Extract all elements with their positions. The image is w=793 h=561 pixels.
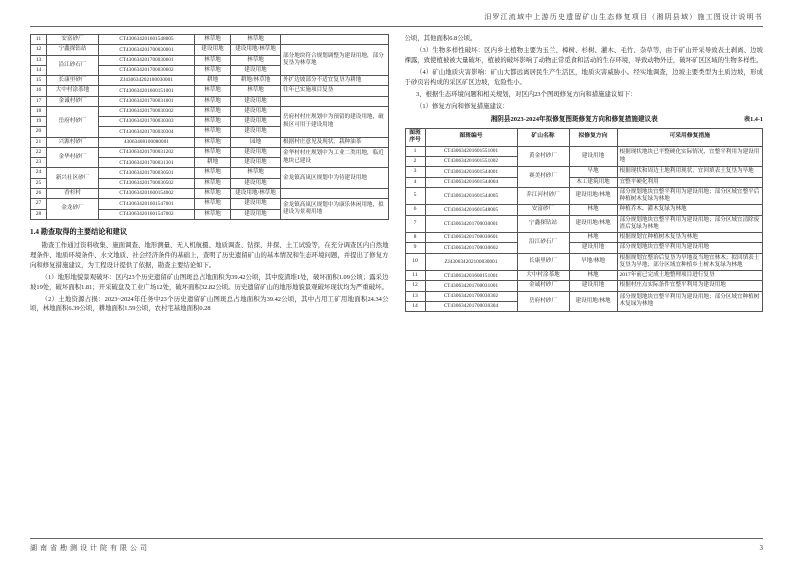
table-cell: 建设用地 bbox=[231, 65, 281, 75]
table-cell: 长康里砂厂 bbox=[517, 253, 569, 271]
table-row bbox=[405, 146, 763, 156]
table-row bbox=[31, 188, 389, 198]
table-cell: 园地 bbox=[231, 137, 281, 147]
footer-company-name: 湖南省勘测设计院有限公司 bbox=[30, 544, 150, 552]
table-cell: 18 bbox=[31, 106, 47, 116]
table-cell bbox=[281, 35, 389, 45]
table-cell: 金华村村庄规划中为工业二类用地，临近地块已建设 bbox=[281, 147, 389, 168]
table-cell: 林地 bbox=[569, 205, 617, 215]
table-cell: 4 bbox=[405, 177, 425, 187]
table-cell: CT430634201700030304 bbox=[99, 127, 195, 137]
table-cell: 建设用地 bbox=[569, 146, 617, 167]
table-cell: 12 bbox=[405, 281, 425, 291]
table-cell: 黄金村砂厂 bbox=[517, 146, 569, 167]
table-cell: 部分规划地块宜整平利用为建设用地；部分区域宜整平后种植树木复绿为林地 bbox=[617, 187, 763, 205]
paragraph: （3）生物多样性破坏：区内乡土植物主要为玉兰、樟树、杉树、灌木、毛竹、杂草等，由于矿山开采导致表土剥离、边坡裸露，致使植被被大量破坏，植被的破坏影响了动物正常觅食和活动的生存环境，导致动物外迁，破坏矿区区域的生物多样性。 bbox=[404, 46, 763, 64]
table-row bbox=[31, 106, 389, 116]
table-row bbox=[405, 291, 763, 301]
table-cell: 林草地 bbox=[195, 147, 231, 157]
table-cell: 9 bbox=[405, 243, 425, 253]
table-cell: CT430634201700030601 bbox=[425, 233, 517, 243]
section-heading: 1.4 勘查取得的主要结论和建议 bbox=[30, 227, 128, 236]
footer-page-number: 3 bbox=[759, 544, 763, 552]
table-cell: CT430634201601544004 bbox=[425, 177, 517, 187]
column-header: 拟修复方向 bbox=[569, 128, 617, 146]
paragraph: 3、根据生态环境问题和相关规划，对区内23个图斑修复方向和措施建议如下： bbox=[416, 90, 637, 98]
table-cell: 建设用地 bbox=[569, 243, 617, 253]
table-cell: 建设用地/林地 bbox=[569, 187, 617, 205]
table-cell: 22 bbox=[31, 147, 47, 157]
table-cell: CT430634201700031001 bbox=[425, 281, 517, 291]
table-cell: 宜整平硬化利用 bbox=[617, 177, 763, 187]
table-cell: 28 bbox=[31, 209, 47, 219]
table-cell: 建设用地 bbox=[231, 209, 281, 219]
table-row bbox=[405, 205, 763, 215]
table-cell: CT430634201601548005 bbox=[99, 35, 195, 45]
table-cell: 安富砂厂 bbox=[47, 35, 99, 45]
table-cell: 17 bbox=[31, 96, 47, 106]
table-cell: 建设用地 bbox=[231, 158, 281, 168]
table-cell: CT430634201601551001 bbox=[425, 146, 517, 156]
table-cell: 1 bbox=[405, 146, 425, 156]
table-cell: 林草地 bbox=[195, 209, 231, 219]
table-cell: 林草地 bbox=[195, 199, 231, 209]
table-cell: 大中村涂茶地 bbox=[47, 86, 99, 96]
table-cell: CT430634201601547002 bbox=[99, 209, 195, 219]
table-row bbox=[31, 45, 389, 55]
table-cell: 3 bbox=[405, 167, 425, 177]
table-cell: 19 bbox=[31, 117, 47, 127]
table-caption-title: 湘阴县2023-2024年拟修复图斑修复方向和修复措施建议表 bbox=[490, 116, 658, 124]
table-cell: 林草地 bbox=[231, 35, 281, 45]
table-cell: 林草地 bbox=[195, 65, 231, 75]
table-cell: 根据现状地块已平整硬化实际情况，宜整平利用为建设用地 bbox=[617, 146, 763, 167]
table-cell: 金龙砂厂 bbox=[47, 199, 99, 220]
table-cell: 金诚村砂厂 bbox=[517, 281, 569, 291]
table-cell: 林草地 bbox=[195, 137, 231, 147]
table-cell: 金龙镇高岚区规划中为康乐休闲用地，拟建设为景观用地 bbox=[281, 199, 389, 220]
table-cell: CT430634201700030304 bbox=[425, 301, 517, 311]
table-row bbox=[405, 281, 763, 291]
column-header: 图斑编号 bbox=[425, 128, 517, 146]
column-header: 矿山名称 bbox=[517, 128, 569, 146]
table-row bbox=[405, 253, 763, 271]
table-cell: 乔江河村砂厂 bbox=[517, 187, 569, 205]
table-cell: 林地 bbox=[569, 233, 617, 243]
table-cell: CT430634201700031001 bbox=[99, 96, 195, 106]
table-cell: 建设用地 bbox=[231, 127, 281, 137]
table-cell: CT430634201700030602 bbox=[99, 65, 195, 75]
table-cell: 金华村砂厂 bbox=[47, 147, 99, 168]
table-cell: 岳府村砂厂 bbox=[47, 106, 99, 137]
table-cell: 部分地块符合规划调整为建设用地，部分复垦为林草地 bbox=[281, 45, 389, 76]
table-cell: 根据村庄意见及现状，栽种油茶 bbox=[281, 137, 389, 147]
table-cell: CT430634201601544005 bbox=[425, 187, 517, 205]
table-cell: CT430634201601548005 bbox=[425, 205, 517, 215]
table-cell: 宁鑫探钻站 bbox=[47, 45, 99, 55]
table-cell: CT430634201600151001 bbox=[425, 271, 517, 281]
table-row bbox=[31, 35, 389, 45]
table-cell: CT430634201700031301 bbox=[99, 158, 195, 168]
table-cell: CT430634201700030302 bbox=[425, 291, 517, 301]
table-cell: 15 bbox=[31, 76, 47, 86]
paragraph: 勘查工作通过资料收集、施面调查、地形测量、无人机航摄、地质调查、钻探、井探、土工试验等，在充分调查区内自然地理条件、地质环境条件、水文地质、社会经济条件的基础上，查明了历史遗留矿山的基本情况和生态环境问题，并提出了修复方向和修复措施建议，为工程设计提供了依据，勘查主要结论如下。 bbox=[30, 241, 389, 269]
table-cell: 建设用地/林草地 bbox=[231, 188, 281, 198]
table-cell: 根据现状和周边土地利用现状，宜回填表土复垦为旱地 bbox=[617, 167, 763, 177]
table-row bbox=[31, 168, 389, 178]
table-cell: CT430634201700030502 bbox=[99, 178, 195, 188]
table-cell: 16 bbox=[31, 86, 47, 96]
paragraph: （4）矿山地质灾害影响：矿山大都远离居民生产生活区，地质灾害威胁小。经实地调查，边坡主要类型为土质边坡，形成于砂页岩构成的采区矿区边坡，危险性小。 bbox=[404, 68, 763, 86]
table-cell: CT430634201700030501 bbox=[99, 168, 195, 178]
table-cell: CT430634201700030001 bbox=[425, 215, 517, 233]
table-cell: 林草地 bbox=[195, 55, 231, 65]
table-cell: 7 bbox=[405, 215, 425, 233]
table-cell: 根据村庄点实际条件宜整平利用为建设用地 bbox=[617, 281, 763, 291]
table-cell: 建设用地 bbox=[569, 281, 617, 291]
table-cell: CT430634201601544001 bbox=[425, 167, 517, 177]
paragraph: 公顷，其他面积6.8公顷。 bbox=[404, 35, 477, 42]
doc-footer bbox=[30, 538, 763, 553]
table-cell: 25 bbox=[31, 178, 47, 188]
table-row bbox=[405, 233, 763, 243]
table-cell: 林草地 bbox=[195, 127, 231, 137]
table-cell: 兴源村砂厂 bbox=[47, 137, 99, 147]
table-cell: 种植乔木、灌木复绿为林地 bbox=[617, 205, 763, 215]
table-row bbox=[31, 96, 389, 106]
table-cell: 林草地 bbox=[195, 86, 231, 96]
table-cell: 林草地 bbox=[195, 188, 231, 198]
table-cell: CT430634201700031202 bbox=[99, 147, 195, 157]
table-cell: 岳府村村庄规划中为预留的建设用地，破损区可用于建设用地 bbox=[281, 106, 389, 137]
table-cell: 林草地 bbox=[195, 96, 231, 106]
table-cell: 部分规划地块宜整平利用为建设用地；部分区域宜清除废渣后复绿为林地 bbox=[617, 215, 763, 233]
table-cell: 林草地 bbox=[195, 117, 231, 127]
table-cell: CT430634201700030303 bbox=[99, 117, 195, 127]
table-cell: 根据规划宜整治后复垦为旱地及当地宜林木；拟回填表土复垦为旱地；部分区域宜种植乡土树木复绿为林地 bbox=[617, 253, 763, 271]
table-row bbox=[405, 187, 763, 205]
table-cell: 林地 bbox=[569, 271, 617, 281]
table-cell: 耕地 bbox=[195, 76, 231, 86]
paragraph: （1）地形地貌景观破坏：区内23个历史遗留矿山图斑总占地面积为39.42公顷，其中废渣堆1处，破坏面积1.09公顷；露采边坡19处，破坏面积1.81；开采破盘及工业广场12处，破坏面积32.82公顷。历史遗留矿山的地形地貌景观破坏现状均为严重破坏。 bbox=[30, 273, 389, 291]
table-row bbox=[31, 199, 389, 209]
table-cell: 11 bbox=[31, 35, 47, 45]
table-cell: 沿江砂石厂 bbox=[47, 55, 99, 76]
table-row bbox=[31, 137, 389, 147]
table-cell: 外扩边坡部分不适宜复垦为耕地 bbox=[281, 76, 389, 86]
paragraph: （2）土地资源占损：2023~2024年任务中23个历史遗留矿山图斑总占地面积为39.42公顷，其中占用工矿用地面积24.34公顷，林地面积6.39公顷，耕地面积1.59公顷，农村宅基地面积0.28 bbox=[30, 295, 389, 313]
table-cell: 赛美村砂厂 bbox=[517, 167, 569, 188]
table-cell bbox=[281, 96, 389, 106]
table-cell: 43063408100080001 bbox=[99, 137, 195, 147]
table-row bbox=[31, 86, 389, 96]
table-row bbox=[405, 271, 763, 281]
table-cell: 岳府村砂厂 bbox=[517, 291, 569, 312]
table-cell: 长康里砂厂 bbox=[47, 76, 99, 86]
table-cell: 10 bbox=[405, 253, 425, 271]
table-cell: 建设用地/林地 bbox=[569, 291, 617, 312]
table-cell: 27 bbox=[31, 199, 47, 209]
table-cell: 26 bbox=[31, 188, 47, 198]
table-cell: 木工建筑用地 bbox=[569, 177, 617, 187]
table-header-row bbox=[405, 128, 763, 146]
table-cell: CT430634201601551002 bbox=[425, 157, 517, 167]
table-cell: 往年已实施项目复垦 bbox=[281, 86, 389, 96]
table-cell: CT430634201700030302 bbox=[99, 106, 195, 116]
table-cell: ZJ430634202100030001 bbox=[425, 253, 517, 271]
table-cell: 6 bbox=[405, 205, 425, 215]
table-cell: CT430634201600151001 bbox=[99, 86, 195, 96]
table-cell: 21 bbox=[31, 137, 47, 147]
table-cell: 建设用地 bbox=[231, 106, 281, 116]
table-row bbox=[31, 76, 389, 86]
table-cell: 耕地 bbox=[195, 158, 231, 168]
table-cell: 林草地 bbox=[231, 86, 281, 96]
right-column bbox=[405, 34, 764, 512]
table-cell: 8 bbox=[405, 233, 425, 243]
doc-header-title: 汨罗江流域中上游历史遗留矿山生态修复项目（湘阴县域）施工图设计说明书 bbox=[30, 12, 763, 27]
table-row bbox=[405, 167, 763, 177]
table-cell: 建设用地/林地 bbox=[569, 215, 617, 233]
column-header: 可采用修复措施 bbox=[617, 128, 763, 146]
table-cell: 林草地 bbox=[231, 168, 281, 178]
table-caption-tag: 表1.4-1 bbox=[743, 116, 763, 124]
table-cell: 12 bbox=[31, 45, 47, 55]
table-cell: 林草地 bbox=[195, 178, 231, 188]
table-row bbox=[405, 243, 763, 253]
table-cell: 13 bbox=[405, 291, 425, 301]
table-cell: 建设用地/林草地 bbox=[231, 45, 281, 55]
table-cell: 建设用地 bbox=[195, 45, 231, 55]
table-cell: 旱地 bbox=[569, 167, 617, 177]
table-caption bbox=[405, 115, 764, 125]
table-cell: 建设用地 bbox=[231, 199, 281, 209]
table-cell: 林草地 bbox=[195, 168, 231, 178]
table-cell: CT430634201700030602 bbox=[425, 243, 517, 253]
table-cell: 建设用地 bbox=[231, 147, 281, 157]
table-cell: 2 bbox=[405, 157, 425, 167]
table-cell: 林草地 bbox=[195, 35, 231, 45]
table-cell: 建设用地 bbox=[231, 178, 281, 188]
table-cell: 23 bbox=[31, 158, 47, 168]
column-header: 图斑序号 bbox=[405, 128, 425, 146]
table-cell: CT430634201601547001 bbox=[99, 199, 195, 209]
table-cell: 香杉村 bbox=[47, 188, 99, 198]
table-row bbox=[31, 147, 389, 157]
table-cell: 林草地 bbox=[195, 106, 231, 116]
table-cell: 24 bbox=[31, 168, 47, 178]
table-cell: 13 bbox=[31, 55, 47, 65]
mine-plot-continuation-table bbox=[30, 34, 389, 220]
table-cell: 20 bbox=[31, 127, 47, 137]
table-row bbox=[405, 177, 763, 187]
left-column bbox=[30, 34, 389, 512]
table-row bbox=[405, 215, 763, 233]
table-cell: 旱地/林地 bbox=[569, 253, 617, 271]
table-cell: 根据规划宜种植树木复垦为林地 bbox=[617, 233, 763, 243]
table-cell: 林草地 bbox=[231, 55, 281, 65]
table-cell: 11 bbox=[405, 271, 425, 281]
table-cell: 部分规划地块宜整平利用为建设用地 bbox=[617, 243, 763, 253]
table-cell: 金龙镇高岚区规划中为待建设用地 bbox=[281, 168, 389, 189]
table-cell: 安富砂厂 bbox=[517, 205, 569, 215]
table-cell: 宁鑫探钻站 bbox=[517, 215, 569, 233]
table-cell: 部分规划地块宜整平利用为建设用地；部分区域宜种植树木复绿为林地 bbox=[617, 291, 763, 312]
table-cell: 14 bbox=[405, 301, 425, 311]
table-cell: 沿江砂石厂 bbox=[517, 233, 569, 254]
table-cell: CT430634201700030001 bbox=[99, 45, 195, 55]
repair-recommendation-table bbox=[405, 128, 764, 313]
table-cell bbox=[281, 188, 389, 198]
table-cell: 大中村涂茶地 bbox=[517, 271, 569, 281]
table-cell: 新兴社区砂厂 bbox=[47, 168, 99, 189]
table-cell: CT430634201700030601 bbox=[99, 55, 195, 65]
table-cell: 建设用地 bbox=[231, 96, 281, 106]
table-cell: 5 bbox=[405, 187, 425, 205]
table-cell: 耕地/林草地 bbox=[231, 76, 281, 86]
page-columns bbox=[30, 34, 763, 512]
table-cell: 金诚村砂厂 bbox=[47, 96, 99, 106]
table-cell: ZJ430634202100030001 bbox=[99, 76, 195, 86]
table-cell: 14 bbox=[31, 65, 47, 75]
paragraph: （1）修复方向和修复措施建议： bbox=[416, 102, 509, 110]
table-cell: 建设用地 bbox=[231, 117, 281, 127]
table-cell: 2017年前已完成土地整理项目进行复垦 bbox=[617, 271, 763, 281]
table-cell: CT430634201600154002 bbox=[99, 188, 195, 198]
